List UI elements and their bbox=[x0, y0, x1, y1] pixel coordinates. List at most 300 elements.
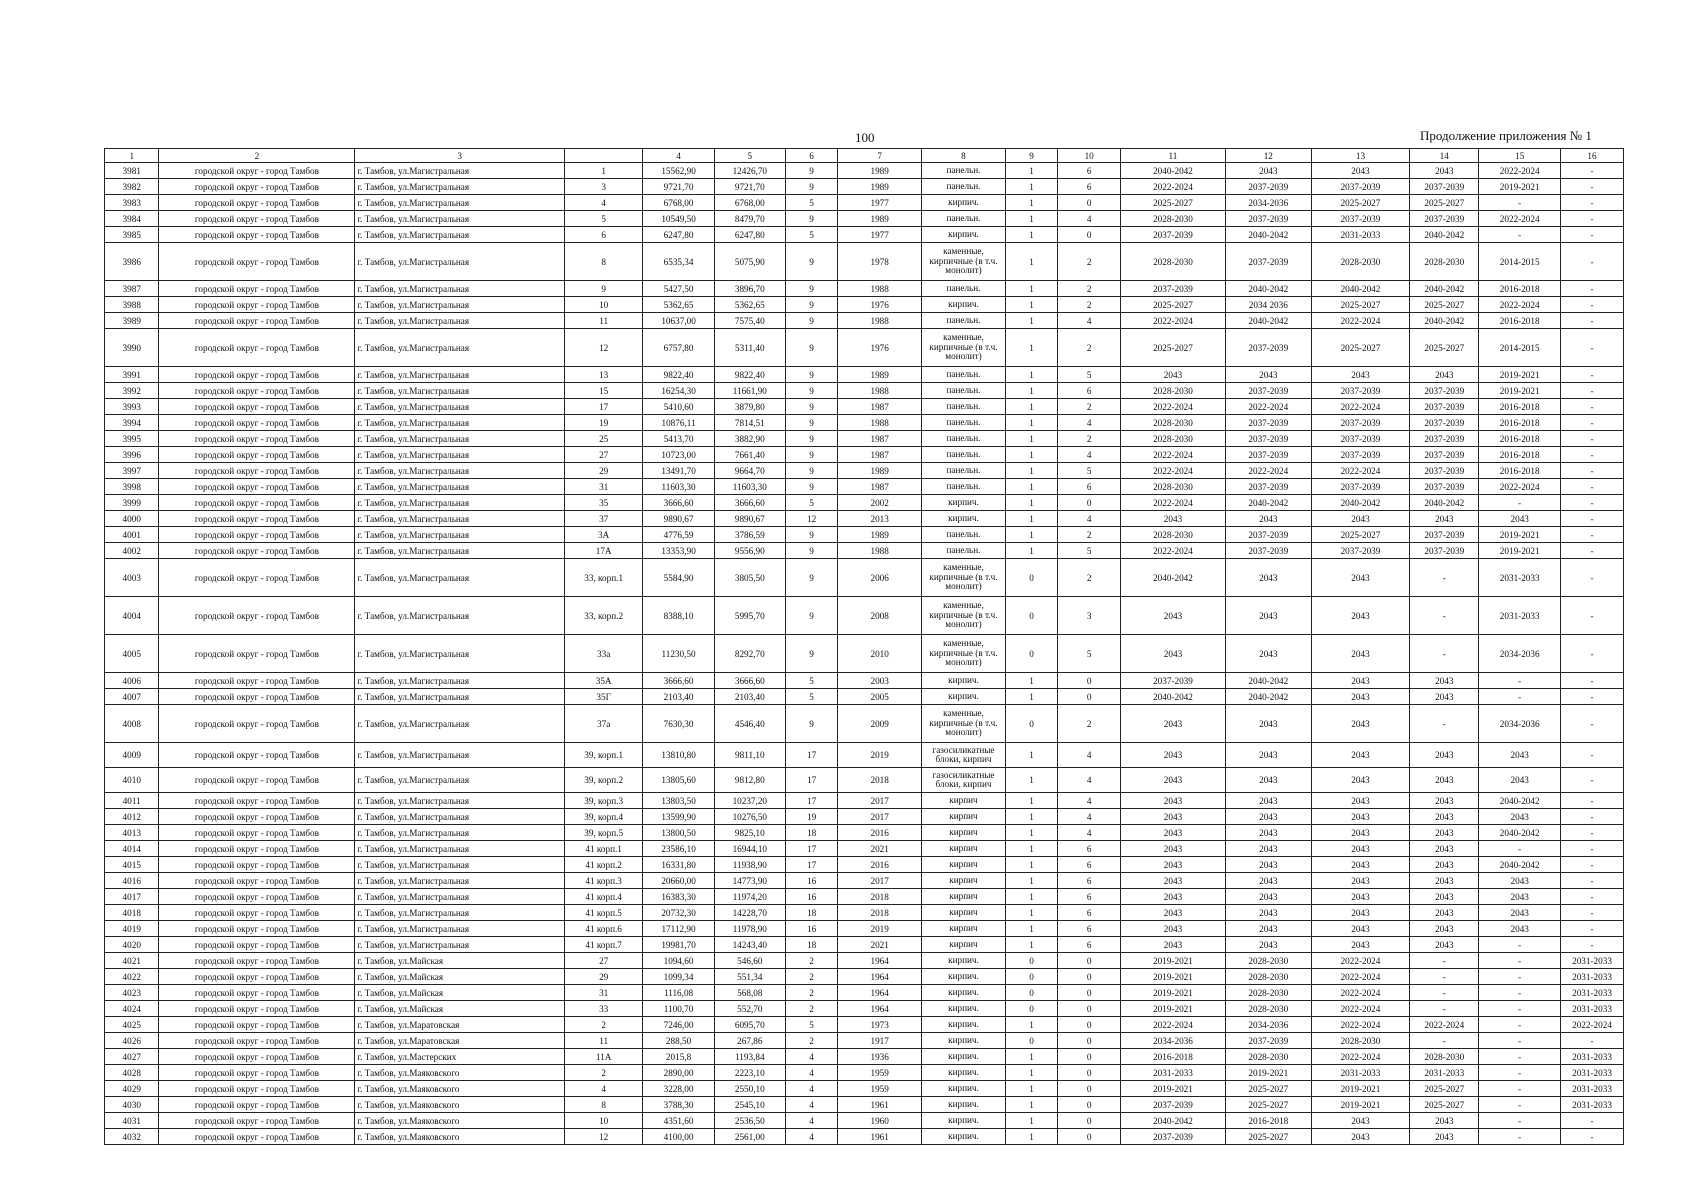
table-cell: 2043 bbox=[1225, 857, 1311, 873]
table-cell: 2043 bbox=[1311, 841, 1409, 857]
table-cell: 1 bbox=[1005, 1049, 1057, 1065]
table-cell: газосиликатные блоки, кирпич bbox=[922, 768, 1006, 793]
table-cell: г. Тамбов, ул.Магистральная bbox=[355, 463, 565, 479]
table-row bbox=[105, 281, 1624, 297]
table-cell: городской округ - город Тамбов bbox=[159, 511, 355, 527]
table-cell: 2043 bbox=[1311, 857, 1409, 873]
table-cell: 2031-2033 bbox=[1311, 1065, 1409, 1081]
table-cell: 2031-2033 bbox=[1479, 559, 1561, 597]
table-cell: 2037-2039 bbox=[1225, 431, 1311, 447]
table-cell: 39, корп.3 bbox=[564, 793, 643, 809]
table-cell: кирпич. bbox=[922, 495, 1006, 511]
table-cell: 2040-2042 bbox=[1121, 163, 1226, 179]
table-cell: - bbox=[1479, 1065, 1561, 1081]
table-cell: 2043 bbox=[1410, 768, 1479, 793]
table-cell: 2022-2024 bbox=[1121, 313, 1226, 329]
table-cell: 13800,50 bbox=[643, 825, 714, 841]
table-cell: городской округ - город Тамбов bbox=[159, 329, 355, 367]
table-row bbox=[105, 985, 1624, 1001]
table-cell: 1 bbox=[1005, 383, 1057, 399]
table-cell: 0 bbox=[1005, 559, 1057, 597]
table-cell: 2 bbox=[785, 1001, 837, 1017]
table-cell: 2028-2030 bbox=[1225, 1001, 1311, 1017]
table-cell: 1959 bbox=[838, 1065, 922, 1081]
table-cell: г. Тамбов, ул.Магистральная bbox=[355, 809, 565, 825]
table-cell: 11 bbox=[564, 1033, 643, 1049]
table-cell: 2006 bbox=[838, 559, 922, 597]
table-cell: кирпич. bbox=[922, 953, 1006, 969]
table-cell: городской округ - город Тамбов bbox=[159, 1065, 355, 1081]
table-row bbox=[105, 689, 1624, 705]
table-cell: 1116,08 bbox=[643, 985, 714, 1001]
table-cell: 13805,60 bbox=[643, 768, 714, 793]
table-cell: 3992 bbox=[105, 383, 159, 399]
table-cell: 16944,10 bbox=[714, 841, 785, 857]
table-cell: 0 bbox=[1005, 597, 1057, 635]
table-cell: 2003 bbox=[838, 673, 922, 689]
table-cell: панельн. bbox=[922, 399, 1006, 415]
table-cell: каменные, кирпичные (в т.ч. монолит) bbox=[922, 705, 1006, 743]
table-cell: кирпич bbox=[922, 921, 1006, 937]
table-cell: 2022-2024 bbox=[1121, 543, 1226, 559]
table-cell: - bbox=[1561, 841, 1624, 857]
table-cell: 2043 bbox=[1479, 511, 1561, 527]
table-cell: 15562,90 bbox=[643, 163, 714, 179]
table-cell: 3987 bbox=[105, 281, 159, 297]
table-cell: 2028-2030 bbox=[1410, 243, 1479, 281]
table-cell: - bbox=[1561, 495, 1624, 511]
table-cell: 9 bbox=[785, 527, 837, 543]
table-cell: 0 bbox=[1058, 689, 1121, 705]
table-cell: - bbox=[1479, 673, 1561, 689]
table-cell: 5 bbox=[1058, 367, 1121, 383]
table-cell: 6 bbox=[1058, 937, 1121, 953]
table-cell: 2043 bbox=[1410, 673, 1479, 689]
table-cell: 1 bbox=[1005, 431, 1057, 447]
table-cell: 2022-2024 bbox=[1561, 1017, 1624, 1033]
table-cell: г. Тамбов, ул.Магистральная bbox=[355, 329, 565, 367]
table-cell: городской округ - город Тамбов bbox=[159, 689, 355, 705]
table-cell: 2016-2018 bbox=[1479, 463, 1561, 479]
table-cell: 288,50 bbox=[643, 1033, 714, 1049]
table-cell: 2037-2039 bbox=[1225, 527, 1311, 543]
table-cell: 6 bbox=[1058, 383, 1121, 399]
table-cell: 2005 bbox=[838, 689, 922, 705]
table-cell: 9 bbox=[785, 297, 837, 313]
table-row bbox=[105, 857, 1624, 873]
table-cell: 2037-2039 bbox=[1410, 543, 1479, 559]
table-cell: - bbox=[1561, 889, 1624, 905]
table-cell: 9825,10 bbox=[714, 825, 785, 841]
table-cell: 16383,30 bbox=[643, 889, 714, 905]
table-cell: 35Г bbox=[564, 689, 643, 705]
table-cell: 2043 bbox=[1225, 873, 1311, 889]
table-cell: 1 bbox=[1005, 399, 1057, 415]
table-cell: 9 bbox=[785, 479, 837, 495]
table-cell: кирпич. bbox=[922, 1097, 1006, 1113]
table-cell: г. Тамбов, ул.Магистральная bbox=[355, 163, 565, 179]
table-cell: 2014-2015 bbox=[1479, 243, 1561, 281]
table-cell: 0 bbox=[1058, 969, 1121, 985]
table-cell: городской округ - город Тамбов bbox=[159, 367, 355, 383]
table-cell: 2037-2039 bbox=[1225, 447, 1311, 463]
table-cell: - bbox=[1561, 415, 1624, 431]
table-row bbox=[105, 1081, 1624, 1097]
table-cell: 0 bbox=[1005, 985, 1057, 1001]
table-cell: городской округ - город Тамбов bbox=[159, 635, 355, 673]
table-cell: 2043 bbox=[1479, 743, 1561, 768]
table-cell: 1988 bbox=[838, 281, 922, 297]
table-cell: 2043 bbox=[1410, 873, 1479, 889]
table-cell: 2043 bbox=[1225, 705, 1311, 743]
table-cell: городской округ - город Тамбов bbox=[159, 857, 355, 873]
table-cell: 2043 bbox=[1410, 1113, 1479, 1129]
table-cell: 2037-2039 bbox=[1121, 1097, 1226, 1113]
table-cell: 2043 bbox=[1479, 889, 1561, 905]
table-cell: 1917 bbox=[838, 1033, 922, 1049]
table-cell: - bbox=[1561, 921, 1624, 937]
table-cell: 41 корп.7 bbox=[564, 937, 643, 953]
table-cell: 2019-2021 bbox=[1479, 179, 1561, 195]
table-cell: - bbox=[1479, 841, 1561, 857]
table-cell: 6 bbox=[1058, 163, 1121, 179]
table-cell: 1964 bbox=[838, 969, 922, 985]
table-cell: 2043 bbox=[1225, 937, 1311, 953]
table-cell: 1 bbox=[1005, 543, 1057, 559]
table-cell: 2022-2024 bbox=[1479, 297, 1561, 313]
table-cell: 1 bbox=[1005, 1017, 1057, 1033]
table-cell: 13353,90 bbox=[643, 543, 714, 559]
table-cell: 1 bbox=[564, 163, 643, 179]
table-cell: - bbox=[1561, 383, 1624, 399]
table-cell: 10637,00 bbox=[643, 313, 714, 329]
table-cell: 2043 bbox=[1225, 825, 1311, 841]
table-cell: 2043 bbox=[1479, 768, 1561, 793]
table-cell: 2043 bbox=[1225, 635, 1311, 673]
table-cell: 2019-2021 bbox=[1479, 383, 1561, 399]
table-cell: - bbox=[1561, 367, 1624, 383]
table-cell: 2019-2021 bbox=[1121, 985, 1226, 1001]
table-row bbox=[105, 635, 1624, 673]
table-cell: 4032 bbox=[105, 1129, 159, 1145]
table-cell: 3999 bbox=[105, 495, 159, 511]
table-cell: 0 bbox=[1058, 1001, 1121, 1017]
table-cell: - bbox=[1561, 673, 1624, 689]
table-cell: г. Тамбов, ул.Мастерских bbox=[355, 1049, 565, 1065]
table-cell: кирпич bbox=[922, 889, 1006, 905]
table-cell: 5 bbox=[1058, 463, 1121, 479]
table-cell: 2010 bbox=[838, 635, 922, 673]
table-cell: 2025-2027 bbox=[1225, 1129, 1311, 1145]
table-cell: 2040-2042 bbox=[1410, 281, 1479, 297]
table-cell: 29 bbox=[564, 463, 643, 479]
table-cell: 2 bbox=[785, 953, 837, 969]
table-cell: 2025-2027 bbox=[1225, 1097, 1311, 1113]
table-cell: 3896,70 bbox=[714, 281, 785, 297]
table-cell: г. Тамбов, ул.Майская bbox=[355, 969, 565, 985]
table-cell: 2043 bbox=[1311, 937, 1409, 953]
table-cell: городской округ - город Тамбов bbox=[159, 559, 355, 597]
column-header: 6 bbox=[785, 149, 837, 163]
table-cell: 5 bbox=[785, 689, 837, 705]
table-cell: 0 bbox=[1005, 705, 1057, 743]
table-cell: 2043 bbox=[1121, 841, 1226, 857]
table-cell: 5362,65 bbox=[643, 297, 714, 313]
table-cell: 1988 bbox=[838, 383, 922, 399]
table-cell: г. Тамбов, ул.Магистральная bbox=[355, 281, 565, 297]
table-cell: 2 bbox=[564, 1065, 643, 1081]
table-cell: панельн. bbox=[922, 281, 1006, 297]
table-cell: 11938,90 bbox=[714, 857, 785, 873]
table-cell: 2043 bbox=[1311, 163, 1409, 179]
page-number: 100 bbox=[855, 130, 875, 145]
table-cell: г. Тамбов, ул.Магистральная bbox=[355, 559, 565, 597]
table-cell: 2043 bbox=[1410, 937, 1479, 953]
table-cell: 1 bbox=[1005, 527, 1057, 543]
table-cell: 31 bbox=[564, 985, 643, 1001]
table-cell: г. Тамбов, ул.Магистральная bbox=[355, 743, 565, 768]
table-cell: 1 bbox=[1005, 211, 1057, 227]
table-cell: 3989 bbox=[105, 313, 159, 329]
table-cell: 2043 bbox=[1410, 689, 1479, 705]
table-cell: 0 bbox=[1005, 1033, 1057, 1049]
table-row bbox=[105, 1129, 1624, 1145]
table-cell: 8388,10 bbox=[643, 597, 714, 635]
table-cell: г. Тамбов, ул.Магистральная bbox=[355, 768, 565, 793]
table-cell: - bbox=[1561, 873, 1624, 889]
table-cell: г. Тамбов, ул.Магистральная bbox=[355, 635, 565, 673]
table-cell: 2037-2039 bbox=[1410, 463, 1479, 479]
table-cell: 1 bbox=[1005, 227, 1057, 243]
table-cell: 2040-2042 bbox=[1479, 793, 1561, 809]
table-cell: 2043 bbox=[1410, 809, 1479, 825]
table-cell: 41 корп.3 bbox=[564, 873, 643, 889]
table-cell: - bbox=[1479, 495, 1561, 511]
table-cell: 0 bbox=[1058, 1081, 1121, 1097]
table-cell: 4002 bbox=[105, 543, 159, 559]
table-cell: 2022-2024 bbox=[1479, 479, 1561, 495]
table-cell: - bbox=[1479, 1081, 1561, 1097]
table-cell: 2103,40 bbox=[643, 689, 714, 705]
table-cell: 6768,00 bbox=[643, 195, 714, 211]
table-cell: 2043 bbox=[1225, 793, 1311, 809]
table-cell: городской округ - город Тамбов bbox=[159, 969, 355, 985]
table-cell: кирпич. bbox=[922, 689, 1006, 705]
table-cell: 2014-2015 bbox=[1479, 329, 1561, 367]
column-header: 14 bbox=[1410, 149, 1479, 163]
table-cell: городской округ - город Тамбов bbox=[159, 1113, 355, 1129]
table-cell: 1 bbox=[1005, 511, 1057, 527]
table-cell: 2028-2030 bbox=[1225, 969, 1311, 985]
table-cell: кирпич bbox=[922, 825, 1006, 841]
table-cell: 9890,67 bbox=[714, 511, 785, 527]
table-cell: 2037-2039 bbox=[1225, 383, 1311, 399]
table-cell: 4031 bbox=[105, 1113, 159, 1129]
table-cell: г. Тамбов, ул.Магистральная bbox=[355, 937, 565, 953]
table-row bbox=[105, 953, 1624, 969]
table-cell: 2025-2027 bbox=[1410, 329, 1479, 367]
table-cell: 1094,60 bbox=[643, 953, 714, 969]
table-cell: 2034-2036 bbox=[1225, 1017, 1311, 1033]
table-cell: 9 bbox=[785, 179, 837, 195]
column-header: 8 bbox=[922, 149, 1006, 163]
table-cell: 2022-2024 bbox=[1311, 985, 1409, 1001]
table-cell: 1 bbox=[1005, 937, 1057, 953]
table-cell: 11978,90 bbox=[714, 921, 785, 937]
table-cell: 3995 bbox=[105, 431, 159, 447]
table-cell: 9 bbox=[785, 543, 837, 559]
table-cell: 2022-2024 bbox=[1121, 495, 1226, 511]
table-cell: 2019-2021 bbox=[1479, 527, 1561, 543]
table-cell: - bbox=[1561, 1129, 1624, 1145]
table-cell: 2031-2033 bbox=[1561, 969, 1624, 985]
table-cell: панельн. bbox=[922, 415, 1006, 431]
table-cell: кирпич. bbox=[922, 1113, 1006, 1129]
table-cell: 19 bbox=[564, 415, 643, 431]
table-cell: городской округ - город Тамбов bbox=[159, 768, 355, 793]
table-cell: 1987 bbox=[838, 479, 922, 495]
table-cell: 0 bbox=[1058, 953, 1121, 969]
table-cell: 4776,59 bbox=[643, 527, 714, 543]
table-cell: 9 bbox=[785, 243, 837, 281]
table-cell: 1 bbox=[1005, 889, 1057, 905]
table-cell: 1 bbox=[1005, 905, 1057, 921]
table-row bbox=[105, 163, 1624, 179]
table-cell: 2022-2024 bbox=[1311, 1001, 1409, 1017]
table-cell: 1 bbox=[1005, 479, 1057, 495]
table-cell: 1961 bbox=[838, 1129, 922, 1145]
table-cell: 4028 bbox=[105, 1065, 159, 1081]
table-cell: кирпич bbox=[922, 857, 1006, 873]
table-cell: 2016-2018 bbox=[1479, 415, 1561, 431]
column-header: 7 bbox=[838, 149, 922, 163]
table-cell: 1 bbox=[1005, 825, 1057, 841]
table-cell: 3879,80 bbox=[714, 399, 785, 415]
table-cell: - bbox=[1561, 937, 1624, 953]
table-cell: 2043 bbox=[1311, 673, 1409, 689]
table-cell: 2022-2024 bbox=[1121, 463, 1226, 479]
table-cell: 7814,51 bbox=[714, 415, 785, 431]
table-cell: г. Тамбов, ул.Маяковского bbox=[355, 1065, 565, 1081]
table-cell: г. Тамбов, ул.Майская bbox=[355, 985, 565, 1001]
table-cell: 9890,67 bbox=[643, 511, 714, 527]
table-cell: 4 bbox=[1058, 743, 1121, 768]
table-cell: 1193,84 bbox=[714, 1049, 785, 1065]
table-cell: 2015,8 bbox=[643, 1049, 714, 1065]
table-cell: 2043 bbox=[1225, 367, 1311, 383]
table-body bbox=[105, 163, 1624, 1145]
table-cell: 2040-2042 bbox=[1225, 281, 1311, 297]
table-cell: - bbox=[1561, 211, 1624, 227]
table-cell: 3994 bbox=[105, 415, 159, 431]
table-cell: 2040-2042 bbox=[1479, 825, 1561, 841]
table-cell: 4017 bbox=[105, 889, 159, 905]
table-cell: г. Тамбов, ул.Магистральная bbox=[355, 825, 565, 841]
column-header: 9 bbox=[1005, 149, 1057, 163]
table-cell: 9 bbox=[785, 635, 837, 673]
table-cell: г. Тамбов, ул.Магистральная bbox=[355, 597, 565, 635]
table-row bbox=[105, 793, 1624, 809]
table-cell: 2223,10 bbox=[714, 1065, 785, 1081]
table-cell: 2031-2033 bbox=[1410, 1065, 1479, 1081]
table-cell: 2043 bbox=[1410, 793, 1479, 809]
table-cell: 5 bbox=[785, 227, 837, 243]
table-cell: каменные, кирпичные (в т.ч. монолит) bbox=[922, 559, 1006, 597]
table-cell: 0 bbox=[1005, 953, 1057, 969]
table-cell: - bbox=[1561, 179, 1624, 195]
table-cell: 2025-2027 bbox=[1410, 1097, 1479, 1113]
table-cell: городской округ - город Тамбов bbox=[159, 227, 355, 243]
table-cell: 3666,60 bbox=[643, 495, 714, 511]
table-cell: 17 bbox=[785, 743, 837, 768]
table-cell: 2037-2039 bbox=[1121, 673, 1226, 689]
table-cell: 1 bbox=[1005, 873, 1057, 889]
table-cell: 2022-2024 bbox=[1311, 463, 1409, 479]
table-cell: - bbox=[1479, 953, 1561, 969]
table-row bbox=[105, 1049, 1624, 1065]
table-cell: 4009 bbox=[105, 743, 159, 768]
table-cell: 1 bbox=[1005, 329, 1057, 367]
table-row bbox=[105, 527, 1624, 543]
table-cell: 13803,50 bbox=[643, 793, 714, 809]
table-cell: панельн. bbox=[922, 527, 1006, 543]
table-cell: кирпич. bbox=[922, 227, 1006, 243]
table-cell: 2040-2042 bbox=[1225, 495, 1311, 511]
table-cell: 2034-2036 bbox=[1121, 1033, 1226, 1049]
table-cell: кирпич. bbox=[922, 1001, 1006, 1017]
table-cell: г. Тамбов, ул.Маяковского bbox=[355, 1081, 565, 1097]
column-header: 12 bbox=[1225, 149, 1311, 163]
table-cell: 2 bbox=[785, 985, 837, 1001]
table-row bbox=[105, 705, 1624, 743]
table-cell: 5 bbox=[785, 673, 837, 689]
table-cell: - bbox=[1561, 195, 1624, 211]
table-cell: 2022-2024 bbox=[1311, 953, 1409, 969]
table-cell: 2028-2030 bbox=[1225, 953, 1311, 969]
column-header: 16 bbox=[1561, 149, 1624, 163]
table-cell: г. Тамбов, ул.Маяковского bbox=[355, 1129, 565, 1145]
column-header: 3 bbox=[355, 149, 565, 163]
table-cell: 4 bbox=[564, 195, 643, 211]
table-cell: 2043 bbox=[1121, 825, 1226, 841]
table-cell: 2022-2024 bbox=[1311, 1017, 1409, 1033]
table-row bbox=[105, 905, 1624, 921]
table-cell: 2043 bbox=[1121, 873, 1226, 889]
table-cell: 31 bbox=[564, 479, 643, 495]
table-cell: г. Тамбов, ул.Магистральная bbox=[355, 431, 565, 447]
table-cell: 33, корп.2 bbox=[564, 597, 643, 635]
table-cell: г. Тамбов, ул.Магистральная bbox=[355, 889, 565, 905]
table-cell: 9 bbox=[785, 367, 837, 383]
table-cell: 10876,11 bbox=[643, 415, 714, 431]
table-cell: 19981,70 bbox=[643, 937, 714, 953]
table-cell: 2008 bbox=[838, 597, 922, 635]
table-cell: 6 bbox=[1058, 841, 1121, 857]
table-cell: 1 bbox=[1005, 367, 1057, 383]
table-cell: 2037-2039 bbox=[1311, 447, 1409, 463]
table-cell: 1977 bbox=[838, 227, 922, 243]
table-cell: 37 bbox=[564, 511, 643, 527]
table-row bbox=[105, 179, 1624, 195]
table-cell: 35 bbox=[564, 495, 643, 511]
table-cell: 20732,30 bbox=[643, 905, 714, 921]
table-cell: 2016-2018 bbox=[1479, 431, 1561, 447]
table-cell: 2031-2033 bbox=[1479, 597, 1561, 635]
table-cell: 16254,30 bbox=[643, 383, 714, 399]
table-cell: - bbox=[1561, 1113, 1624, 1129]
table-cell: 5 bbox=[785, 495, 837, 511]
table-cell: панельн. bbox=[922, 447, 1006, 463]
